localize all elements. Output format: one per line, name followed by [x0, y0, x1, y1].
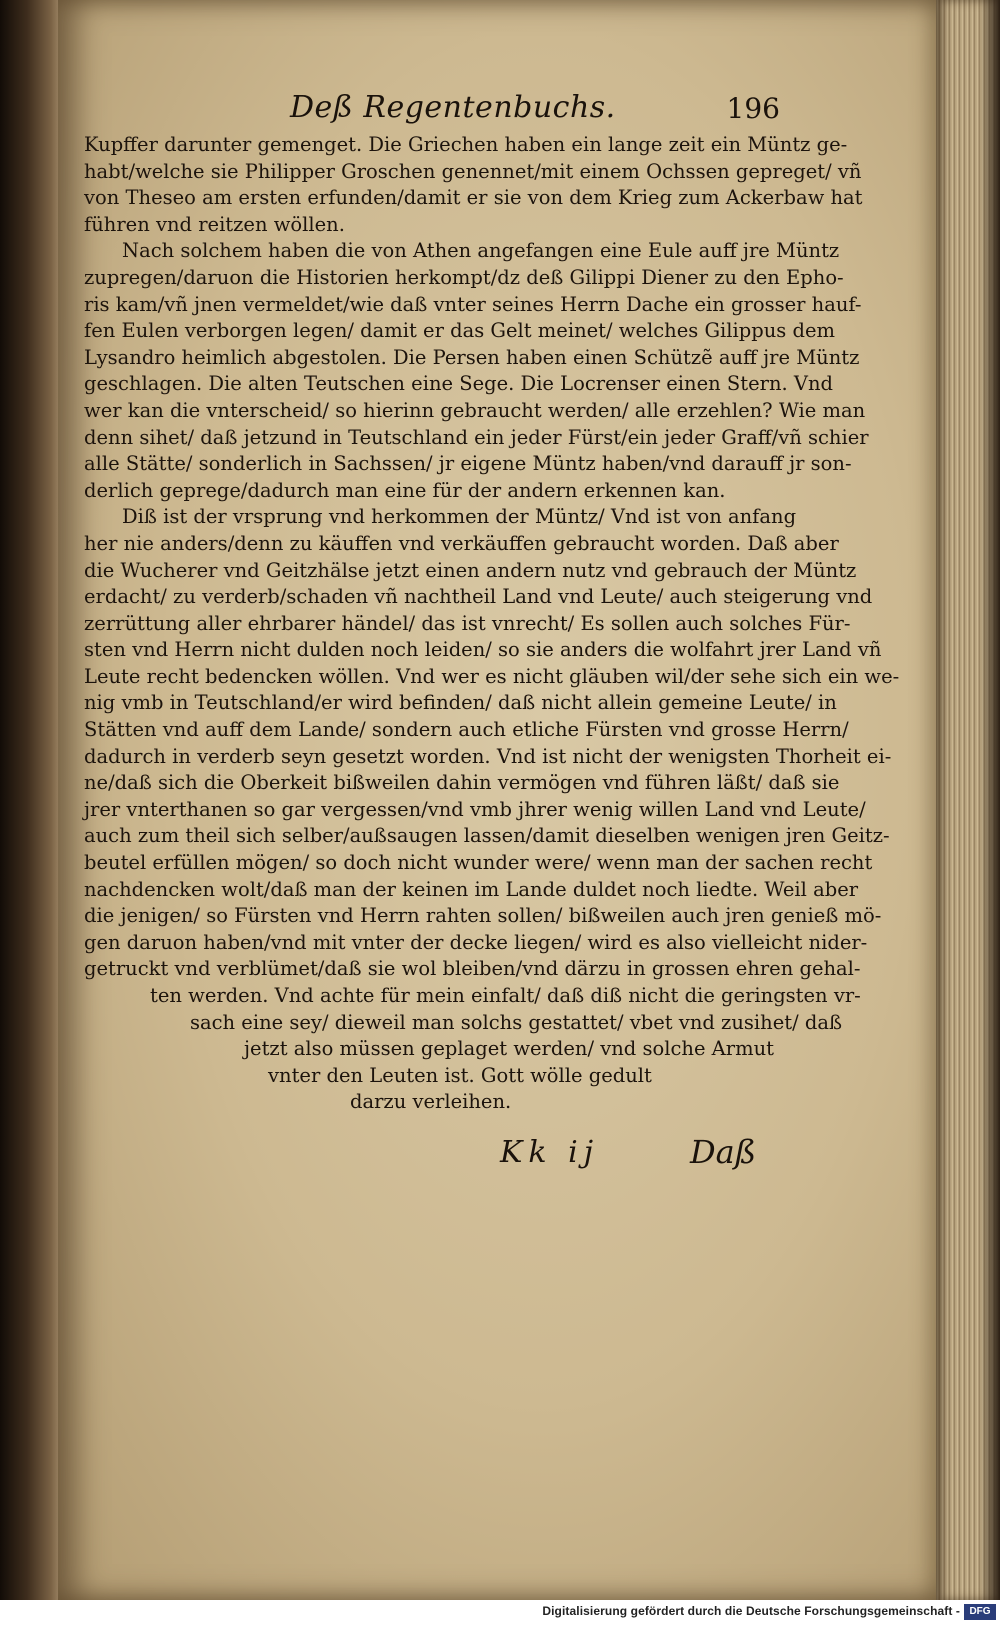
footer-bar — [0, 1600, 1000, 1625]
text-line: geschlagen. Die alten Teutschen eine Sege. Die Locrenser einen Stern. Vnd — [84, 372, 834, 396]
text-line: nachdencken wolt/daß man der keinen im Lande duldet noch liedte. Weil aber — [84, 877, 859, 901]
text-line: denn sihet/ daß jetzund in Teutschland ein jeder Fürst/ein jeder Graff/vñ schier — [84, 425, 869, 449]
text-line: darzu verleihen. — [350, 1090, 512, 1114]
text-line: habt/welche sie Philipper Groschen genennet/mit einem Ochssen gepreget/ vñ — [84, 159, 862, 183]
text-line: von Theseo am ersten erfunden/damit er sie von dem Krieg zum Ackerbaw hat — [84, 186, 863, 210]
text-line: sten vnd Herrn nicht dulden noch leiden/ so sie anders die wolfahrt jrer Land vñ — [84, 638, 882, 662]
text-line: Kupffer darunter gemenget. Die Griechen haben ein lange zeit ein Müntz ge- — [84, 133, 848, 156]
body-text — [84, 132, 900, 1116]
text-line: beutel erfüllen mögen/ so doch nicht wunder were/ wenn man der sachen recht — [84, 851, 873, 875]
text-line: ne/daß sich die Oberkeit bißweilen dahin vermögen vnd führen läßt/ daß sie — [84, 771, 840, 795]
text-line: Lysandro heimlich abgestolen. Die Persen haben einen Schützẽ auff jre Müntz — [84, 345, 860, 369]
page-edges-shadow — [980, 0, 1000, 1600]
text-line: zerrüttung aller ehrbarer händel/ das ist vnrecht/ Es sollen auch solches Für- — [84, 611, 851, 635]
text-line: die jenigen/ so Fürsten vnd Herrn rahten sollen/ bißweilen auch jren genieß mö- — [84, 904, 882, 928]
text-line: erdacht/ zu verderb/schaden vñ nachtheil Land vnd Leute/ auch steigerung vnd — [84, 585, 873, 609]
text-line: jrer vnterthanen so gar vergessen/vnd vmb jhrer wenig willen Land vnd Leute/ — [84, 797, 866, 821]
text-line: dadurch in verderb seyn gesetzt worden. Vnd ist nicht der wenigsten Thorheit ei- — [84, 744, 892, 768]
text-line: alle Stätte/ sonderlich in Sachssen/ jr eigene Müntz haben/vnd darauff jr son- — [84, 452, 852, 476]
text-line: fen Eulen verborgen legen/ damit er das Gelt meinet/ welches Gilippus dem — [84, 319, 835, 343]
text-line: ris kam/vñ jnen vermeldet/wie daß vnter seines Herrn Dache ein grosser hauf- — [84, 292, 862, 316]
text-line: sach eine sey/ dieweil man solchs gestattet/ vbet vnd zusihet/ daß — [190, 1010, 842, 1034]
running-head: Deß Regentenbuchs. — [290, 90, 616, 125]
text-line: getruckt vnd verblümet/daß sie wol bleiben/vnd därzu in grossen ehren gehal- — [84, 957, 861, 981]
text-line: Diß ist der vrsprung vnd herkommen der Müntz/ Vnd ist von anfang — [122, 505, 797, 529]
text-line: ten werden. Vnd achte für mein einfalt/ daß diß nicht die geringsten vr- — [150, 984, 861, 1007]
text-line: gen daruon haben/vnd mit vnter der decke liegen/ wird es also vielleicht nider- — [84, 930, 868, 954]
text-line: zupregen/daruon die Historien herkompt/dz deß Gilippi Diener zu den Epho- — [84, 265, 844, 289]
text-line: jetzt also müssen geplaget werden/ vnd solche Armut — [244, 1037, 774, 1061]
page-header — [290, 90, 780, 134]
text-line: derlich geprege/dadurch man eine für der andern erkennen kan. — [84, 478, 726, 502]
text-line: Leute recht bedencken wöllen. Vnd wer es nicht gläuben wil/der sehe sich ein we- — [84, 664, 900, 688]
text-line: die Wucherer vnd Geitzhälse jetzt einen andern nutz vnd gebrauch der Müntz — [84, 558, 857, 582]
text-line: her nie anders/denn zu käuffen vnd verkäuffen gebraucht worden. Daß aber — [84, 531, 839, 555]
text-line: Nach solchem haben die von Athen angefangen eine Eule auff jre Müntz — [122, 239, 840, 263]
text-line: vnter den Leuten ist. Gott wölle gedult — [268, 1063, 652, 1087]
text-line: wer kan die vnterscheid/ so hierinn gebraucht werden/ alle erzehlen? Wie man — [84, 398, 866, 422]
catchword: Daß — [690, 1133, 757, 1171]
text-line: auch zum theil sich selber/außsaugen lassen/damit dieselben wenigen jren Geitz- — [84, 824, 890, 848]
book-gutter — [0, 0, 60, 1625]
text-line: nig vmb in Teutschland/er wird befinden/ daß nicht allein gemeine Leute/ in — [84, 691, 837, 715]
text-line: führen vnd reitzen wöllen. — [84, 212, 345, 236]
dfg-logo: DFG — [964, 1604, 996, 1620]
funding-notice: Digitalisierung gefördert durch die Deutsche Forschungsgemeinschaft - — [542, 1604, 960, 1618]
signature-mark: Kk ij — [500, 1135, 600, 1170]
text-line: Stätten vnd auff dem Lande/ sondern auch etliche Fürsten vnd grosse Herrn/ — [84, 718, 849, 742]
page-number: 196 — [726, 92, 780, 125]
